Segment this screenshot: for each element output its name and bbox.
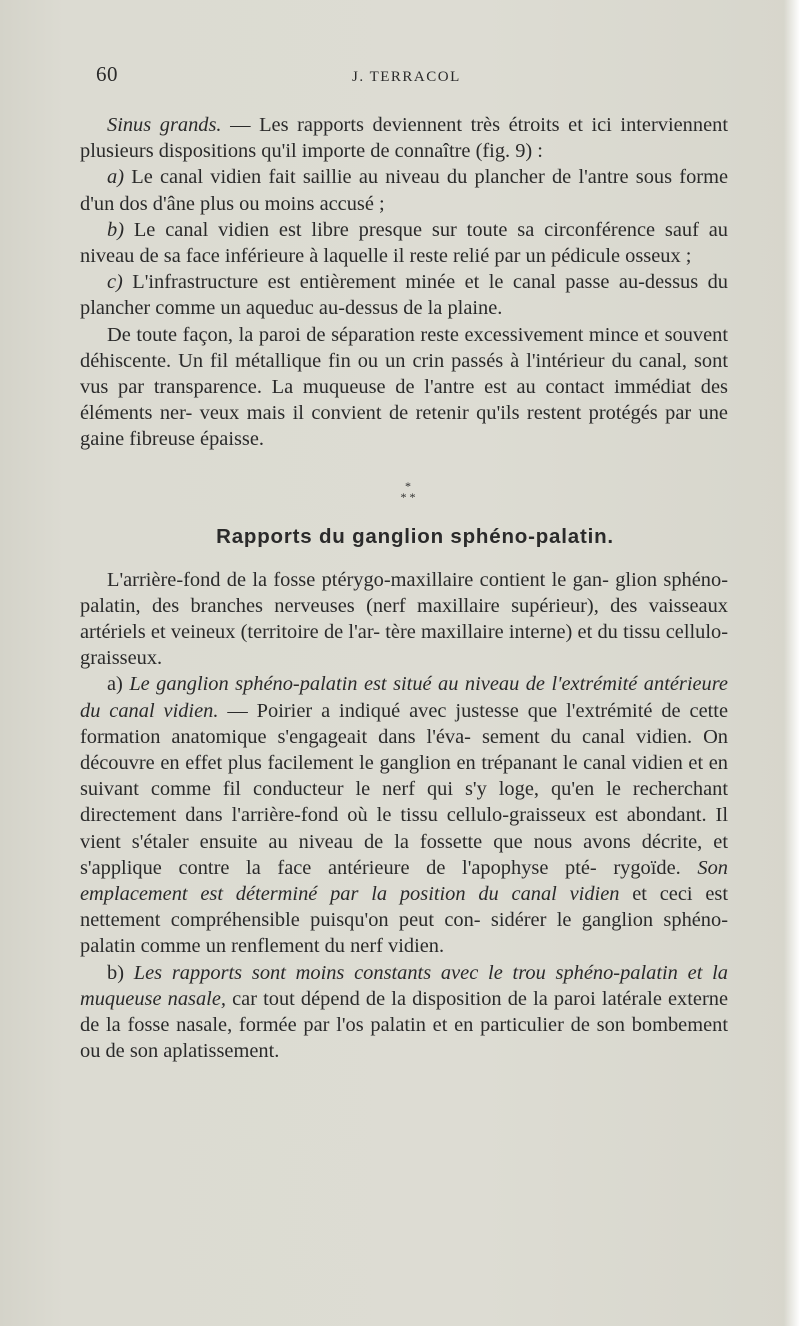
page-edge (784, 0, 800, 1326)
text-run: L'infrastructure est entièrement minée et le canal passe au-dessus du plancher comme un aqueduc au-dessus de la plaine. (80, 271, 728, 320)
paragraph-p3 (80, 217, 728, 269)
italic-run: Sinus grands. (107, 114, 222, 136)
italic-run: a) (107, 166, 124, 189)
paragraph-group-top (80, 112, 728, 453)
paragraph-p5 (80, 322, 728, 453)
text-run: car tout dépend de la disposition de la paroi latérale externe de la fosse nasale, formée par l'os palatin et en particulier de son bombement ou de son aplatissement. (80, 987, 728, 1063)
paragraph-p2 (80, 164, 728, 216)
text-run: et ceci est nettement compréhensible puisqu'on peut con- sidérer le ganglion sphéno-palatin comme un renflement du nerf vidien. (80, 883, 728, 958)
text-run: — Les rapports deviennent très étroits et ici interviennent plusieurs dispositions qu'il importe de connaître (fig. 9) : (80, 114, 728, 163)
text-run: — Poirier a indiqué avec justesse que l'extrémité de cette formation anatomique s'engageait dans l'éva- sement du canal vidien. On découvre en effet plus facilement le ganglion en trépanant le canal vidien et en suivant comme fil conducteur le nerf qui s'y loge, qu'en le recherchant directement dans l'arrière-fond où le tissu cellulo-graisseux est abondant. Il vient s'étaler ensuite au niveau de la fossette que nous avons décrite, et s'applique contre la face antérieure de l'apophyse pté- rygoïde. (80, 699, 728, 879)
running-head: J. TERRACOL (352, 69, 461, 85)
asterism-ornament: * * * (400, 478, 416, 504)
italic-run: Le ganglion sphéno-palatin est situé au niveau de l'extrémité antérieure du canal vidien. (80, 673, 728, 722)
text-run: Le canal vidien fait saillie au niveau du plancher de l'antre sous forme d'un dos d'âne plus ou moins accusé ; (80, 166, 728, 215)
paragraph-p1 (80, 112, 728, 164)
page-number: 60 (96, 62, 118, 86)
paragraph-p6 (80, 567, 728, 672)
italic-run: c) (107, 271, 123, 294)
text-run: a) (107, 673, 130, 696)
text-run: Le canal vidien est libre presque sur toute sa circonférence sauf au niveau de sa face inférieure à laquelle il reste relié par un pédicule osseux ; (80, 218, 728, 268)
text-run: L'arrière-fond de la fosse ptérygo-maxillaire contient le gan- glion sphéno-palatin, des branches nerveuses (nerf maxillaire supérieur), des vaisseaux artériels et veineux (territoire de l'ar- tère maxillaire interne) et du tissu cellulo-graisseux. (80, 568, 728, 670)
paragraph-p7 (80, 671, 728, 959)
text-run: De toute façon, la paroi de séparation reste excessivement mince et souvent déhiscente. Un fil métallique fin ou un crin passés à l'intérieur du canal, sont vus par transparence. La muqueuse de l'antre est au contact immédiat des éléments ner- veux mais il convient de retenir qu'ils restent protégés par une gaine fibreuse épaisse. (80, 323, 728, 451)
italic-run: b) (107, 218, 124, 241)
text-run: b) (107, 961, 134, 984)
italic-run: Son emplacement est déterminé par la position du canal vidien (80, 856, 728, 906)
page-header (96, 62, 736, 92)
main-text (80, 112, 728, 1065)
paragraph-group-bottom (80, 567, 728, 1065)
paragraph-p4 (80, 269, 728, 321)
paragraph-p8 (80, 960, 728, 1065)
section-heading: Rapports du ganglion sphéno-palatin. (216, 524, 614, 548)
italic-run: Les rapports sont moins constants avec le trou sphéno-palatin et la muqueuse nasale, (80, 961, 728, 1010)
